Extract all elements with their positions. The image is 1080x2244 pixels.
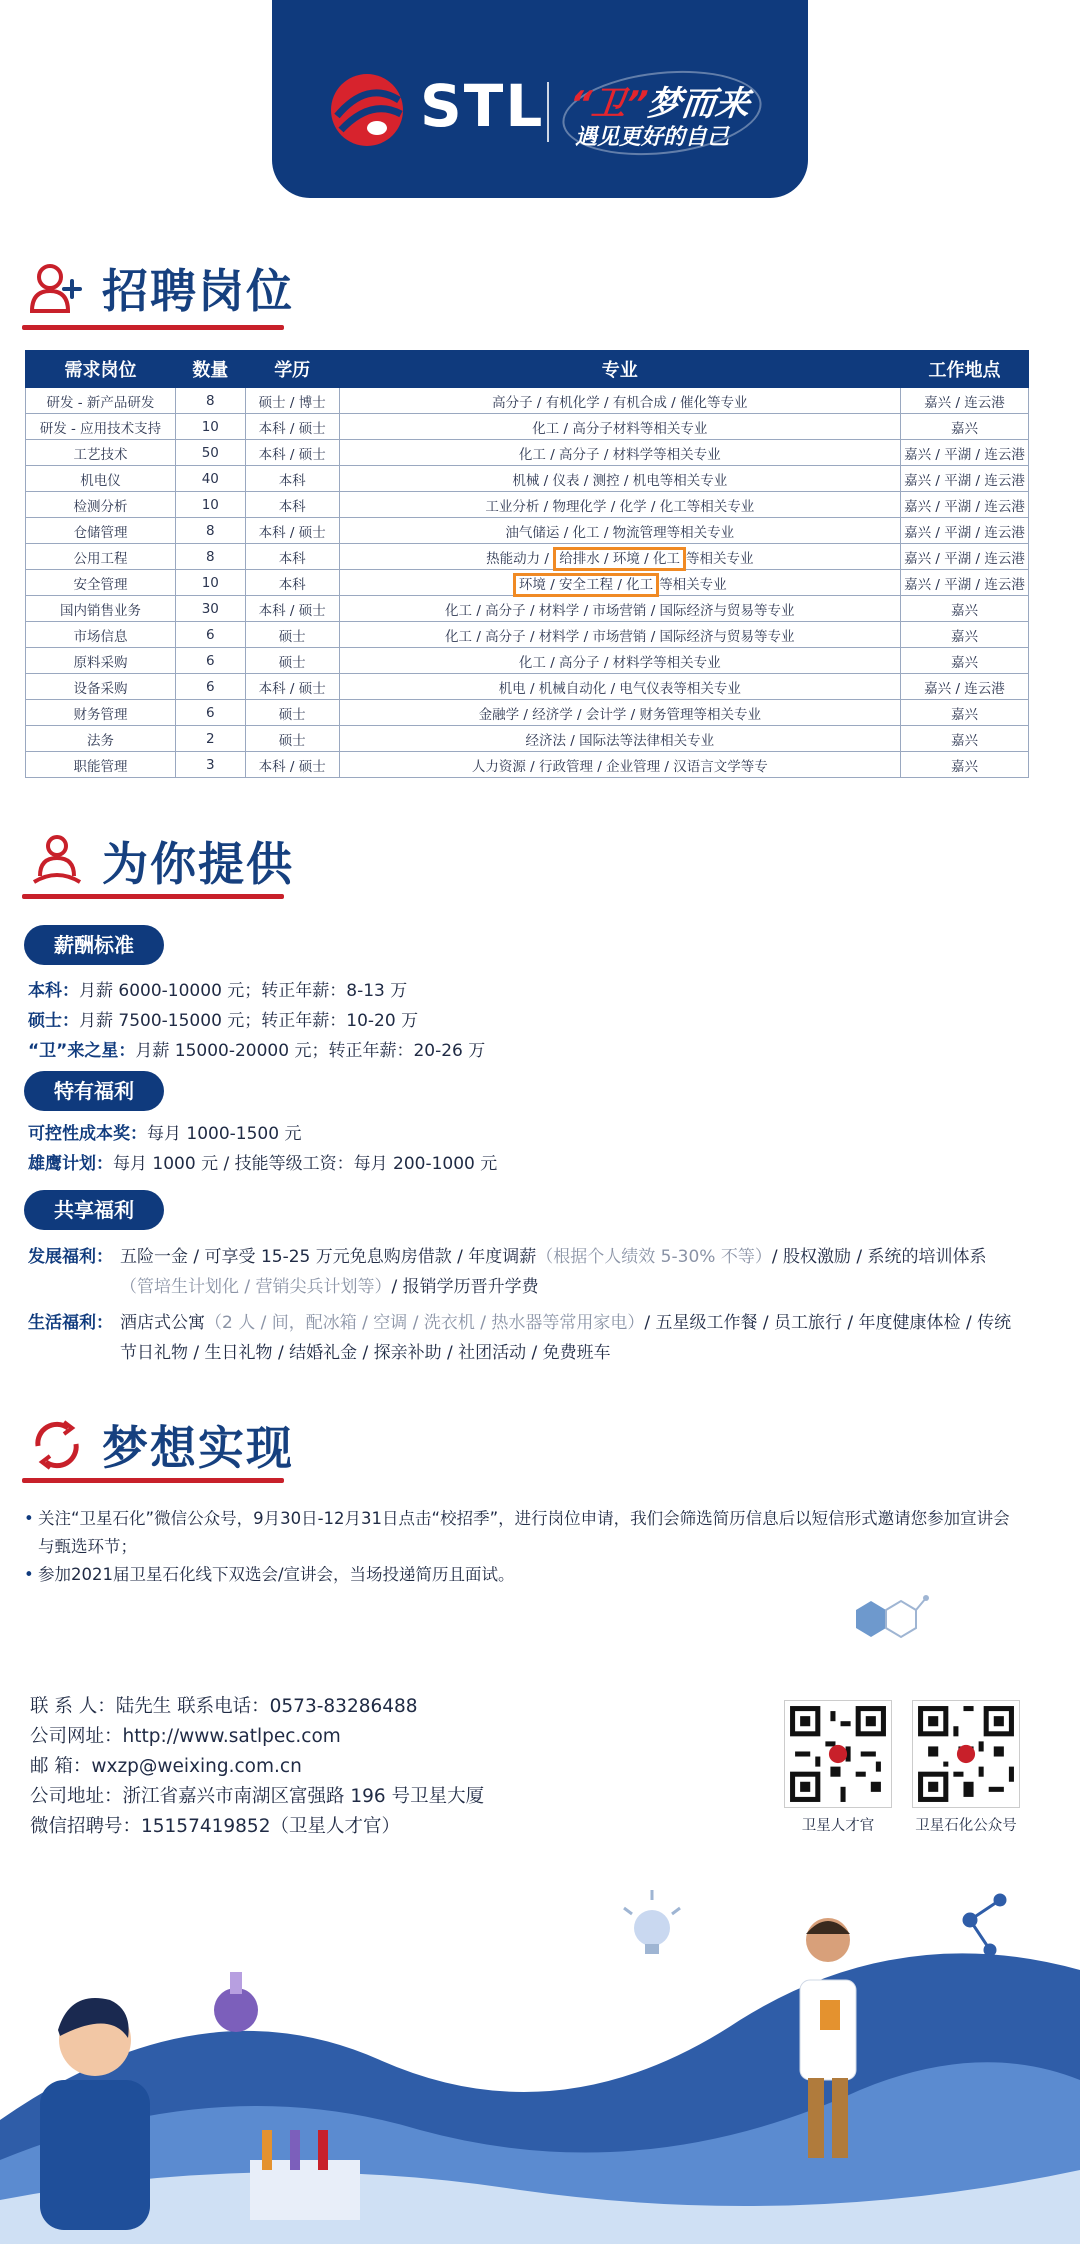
slogan-line-1: “卫”梦而来 (567, 84, 752, 124)
company-address: 公司地址：浙江省嘉兴市南湖区富强路 196 号卫星大厦 (30, 1786, 485, 1807)
cell-major: 油气储运 / 化工 / 物流管理等相关专业 (339, 518, 900, 544)
cell-count: 8 (175, 388, 245, 414)
list-item: • 参加2021届卫星石化线下双选会/宣讲会，当场投递简历且面试。 (24, 1561, 1024, 1589)
cell-position: 检测分析 (26, 492, 176, 518)
contact-info (30, 1692, 484, 1842)
cell-count: 8 (175, 518, 245, 544)
qr-code-official (912, 1700, 1020, 1808)
cell-count: 10 (175, 414, 245, 440)
cell-location: 嘉兴 / 平湖 / 连云港 (900, 440, 1028, 466)
recruit-heading: 招聘岗位 (28, 255, 294, 321)
recruit-underline (22, 325, 284, 330)
qr-caption-official: 卫星石化公众号 (915, 1818, 1017, 1834)
cell-position: 工艺技术 (26, 440, 176, 466)
cell-position: 职能管理 (26, 752, 176, 778)
cell-degree: 硕士 (245, 622, 339, 648)
cell-count: 6 (175, 622, 245, 648)
table-row (26, 492, 1029, 518)
offer-underline (22, 894, 284, 899)
cell-major: 金融学 / 经济学 / 会计学 / 财务管理等相关专业 (339, 700, 900, 726)
table-row (26, 726, 1029, 752)
cell-count: 50 (175, 440, 245, 466)
cell-position: 法务 (26, 726, 176, 752)
offer-heading: 为你提供 (28, 828, 294, 894)
cell-count: 8 (175, 544, 245, 570)
lightbulb-icon (624, 1890, 680, 1954)
jobs-table (25, 350, 1029, 778)
cell-degree: 硕士 / 博士 (245, 388, 339, 414)
table-row (26, 388, 1029, 414)
cell-count: 6 (175, 648, 245, 674)
col-header: 需求岗位 (26, 351, 176, 388)
cell-position: 研发 - 新产品研发 (26, 388, 176, 414)
cycle-arrows-icon (28, 1416, 86, 1474)
cell-count: 6 (175, 700, 245, 726)
table-row (26, 544, 1029, 570)
cell-degree: 本科 (245, 466, 339, 492)
header-banner (272, 0, 808, 198)
molecule-decor-icon (964, 1895, 1005, 1955)
cell-location: 嘉兴 (900, 726, 1028, 752)
list-item: • 关注“卫星石化”微信公众号，9月30日-12月31日点击“校招季”，进行岗位申请，我们会筛选简历信息后以短信形式邀请您参加宣讲会与甄选环节； (24, 1505, 1024, 1561)
cell-position: 市场信息 (26, 622, 176, 648)
cell-location: 嘉兴 (900, 752, 1028, 778)
cell-position: 原料采购 (26, 648, 176, 674)
contact-person: 联 系 人：陆先生 联系电话：0573-83286488 (30, 1696, 418, 1717)
cell-major: 工业分析 / 物理化学 / 化学 / 化工等相关专业 (339, 492, 900, 518)
cell-degree: 本科 / 硕士 (245, 518, 339, 544)
cell-major: 化工 / 高分子 / 材料学等相关专业 (339, 440, 900, 466)
cell-position: 公用工程 (26, 544, 176, 570)
special-pill: 特有福利 (24, 1071, 164, 1111)
cell-major: 经济法 / 国际法等法律相关专业 (339, 726, 900, 752)
cell-count: 3 (175, 752, 245, 778)
cell-location: 嘉兴 (900, 700, 1028, 726)
table-row (26, 700, 1029, 726)
cell-location: 嘉兴 / 连云港 (900, 674, 1028, 700)
cell-position: 国内销售业务 (26, 596, 176, 622)
cell-position: 安全管理 (26, 570, 176, 596)
cell-position: 机电仪 (26, 466, 176, 492)
cell-degree: 本科 / 硕士 (245, 752, 339, 778)
cell-major: 高分子 / 有机化学 / 有机合成 / 催化等专业 (339, 388, 900, 414)
cell-major: 机械 / 仪表 / 测控 / 机电等相关专业 (339, 466, 900, 492)
company-email: 邮 箱：wxzp@weixing.com.cn (30, 1756, 302, 1777)
stl-logo-icon (327, 70, 407, 150)
cell-location: 嘉兴 / 连云港 (900, 388, 1028, 414)
people-care-icon (28, 832, 86, 890)
cell-position: 仓储管理 (26, 518, 176, 544)
cell-count: 40 (175, 466, 245, 492)
cell-location: 嘉兴 / 平湖 / 连云港 (900, 466, 1028, 492)
special-cost-award: 可控性成本奖：每月 1000-1500 元 (28, 1124, 302, 1144)
highlight-box: 给排水 / 环境 / 化工 (553, 547, 686, 571)
cell-degree: 硕士 (245, 700, 339, 726)
cell-degree: 本科 (245, 492, 339, 518)
cell-degree: 本科 (245, 544, 339, 570)
cell-degree: 硕士 (245, 726, 339, 752)
cell-major: 机电 / 机械自动化 / 电气仪表等相关专业 (339, 674, 900, 700)
molecule-icon (836, 1590, 936, 1650)
wechat-recruit: 微信招聘号：15157419852（卫星人才官） (30, 1816, 400, 1837)
dream-heading: 梦想实现 (28, 1412, 294, 1478)
table-row (26, 440, 1029, 466)
dream-bullets (24, 1505, 1024, 1589)
cell-location: 嘉兴 / 平湖 / 连云港 (900, 518, 1028, 544)
cell-major: 化工 / 高分子 / 材料学等相关专业 (339, 648, 900, 674)
cell-count: 30 (175, 596, 245, 622)
table-row (26, 752, 1029, 778)
shared-pill: 共享福利 (24, 1190, 164, 1230)
cell-location: 嘉兴 (900, 622, 1028, 648)
qr-caption-talent: 卫星人才官 (801, 1818, 875, 1834)
table-row (26, 466, 1029, 492)
dev-welfare: 发展福利： 五险一金 / 可享受 15-25 万元免息购房借款 / 年度调薪（根据个人绩效 5-30% 不等）/ 股权激励 / 系统的培训体系（管培生计划化 / 营销尖兵计划等）/ 报销学历晋升学费 (28, 1247, 987, 1297)
table-row (26, 648, 1029, 674)
cell-degree: 本科 (245, 570, 339, 596)
table-row (26, 622, 1029, 648)
col-header: 专业 (339, 351, 900, 388)
salary-star: “卫”来之星：月薪 15000-20000 元；转正年薪：20-26 万 (28, 1041, 486, 1061)
salary-pill: 薪酬标准 (24, 925, 164, 965)
col-header: 学历 (245, 351, 339, 388)
slogan-line-2: 遇见更好的自己 (575, 125, 730, 150)
cell-major: 热能动力 / 给排水 / 环境 / 化工 等相关专业 (339, 544, 900, 570)
cell-location: 嘉兴 (900, 648, 1028, 674)
cell-location: 嘉兴 (900, 596, 1028, 622)
add-user-icon (28, 259, 86, 317)
cell-degree: 本科 / 硕士 (245, 440, 339, 466)
cell-count: 6 (175, 674, 245, 700)
table-row (26, 596, 1029, 622)
table-header-row (26, 351, 1029, 388)
cell-major: 环境 / 安全工程 / 化工 等相关专业 (339, 570, 900, 596)
cell-location: 嘉兴 / 平湖 / 连云港 (900, 492, 1028, 518)
table-row (26, 674, 1029, 700)
salary-bachelor: 本科：月薪 6000-10000 元；转正年薪：8-13 万 (28, 981, 408, 1001)
col-header: 数量 (175, 351, 245, 388)
cell-degree: 硕士 (245, 648, 339, 674)
special-eagle-plan: 雄鹰计划：每月 1000 元 / 技能等级工资：每月 200-1000 元 (28, 1154, 498, 1174)
logo-text: STL (420, 72, 545, 140)
cell-count: 2 (175, 726, 245, 752)
footer-illustration (0, 1860, 1080, 2244)
cell-major: 化工 / 高分子 / 材料学 / 市场营销 / 国际经济与贸易等专业 (339, 596, 900, 622)
cell-degree: 本科 / 硕士 (245, 674, 339, 700)
cell-location: 嘉兴 (900, 414, 1028, 440)
cell-degree: 本科 / 硕士 (245, 414, 339, 440)
life-welfare: 生活福利： 酒店式公寓（2 人 / 间，配冰箱 / 空调 / 洗衣机 / 热水器等常用家电）/ 五星级工作餐 / 员工旅行 / 年度健康体检 / 传统节日礼物 / 生日礼物 / 结婚礼金 / 探亲补助 / 社团活动 / 免费班车 (28, 1313, 1012, 1363)
cell-position: 财务管理 (26, 700, 176, 726)
salary-master: 硕士：月薪 7500-15000 元；转正年薪：10-20 万 (28, 1011, 419, 1031)
table-row (26, 414, 1029, 440)
cell-major: 化工 / 高分子材料等相关专业 (339, 414, 900, 440)
qr-code-talent (784, 1700, 892, 1808)
cell-count: 10 (175, 570, 245, 596)
cell-position: 设备采购 (26, 674, 176, 700)
col-header: 工作地点 (900, 351, 1028, 388)
company-website: 公司网址：http://www.satlpec.com (30, 1726, 341, 1747)
cell-degree: 本科 / 硕士 (245, 596, 339, 622)
cell-position: 研发 - 应用技术支持 (26, 414, 176, 440)
jobs-table-body (26, 388, 1029, 778)
table-row (26, 518, 1029, 544)
dream-underline (22, 1478, 284, 1483)
table-row (26, 570, 1029, 596)
cell-major: 人力资源 / 行政管理 / 企业管理 / 汉语言文学等专 (339, 752, 900, 778)
logo-divider (547, 82, 549, 142)
cell-major: 化工 / 高分子 / 材料学 / 市场营销 / 国际经济与贸易等专业 (339, 622, 900, 648)
cell-location: 嘉兴 / 平湖 / 连云港 (900, 570, 1028, 596)
cell-location: 嘉兴 / 平湖 / 连云港 (900, 544, 1028, 570)
cell-count: 10 (175, 492, 245, 518)
highlight-box: 环境 / 安全工程 / 化工 (513, 573, 659, 597)
